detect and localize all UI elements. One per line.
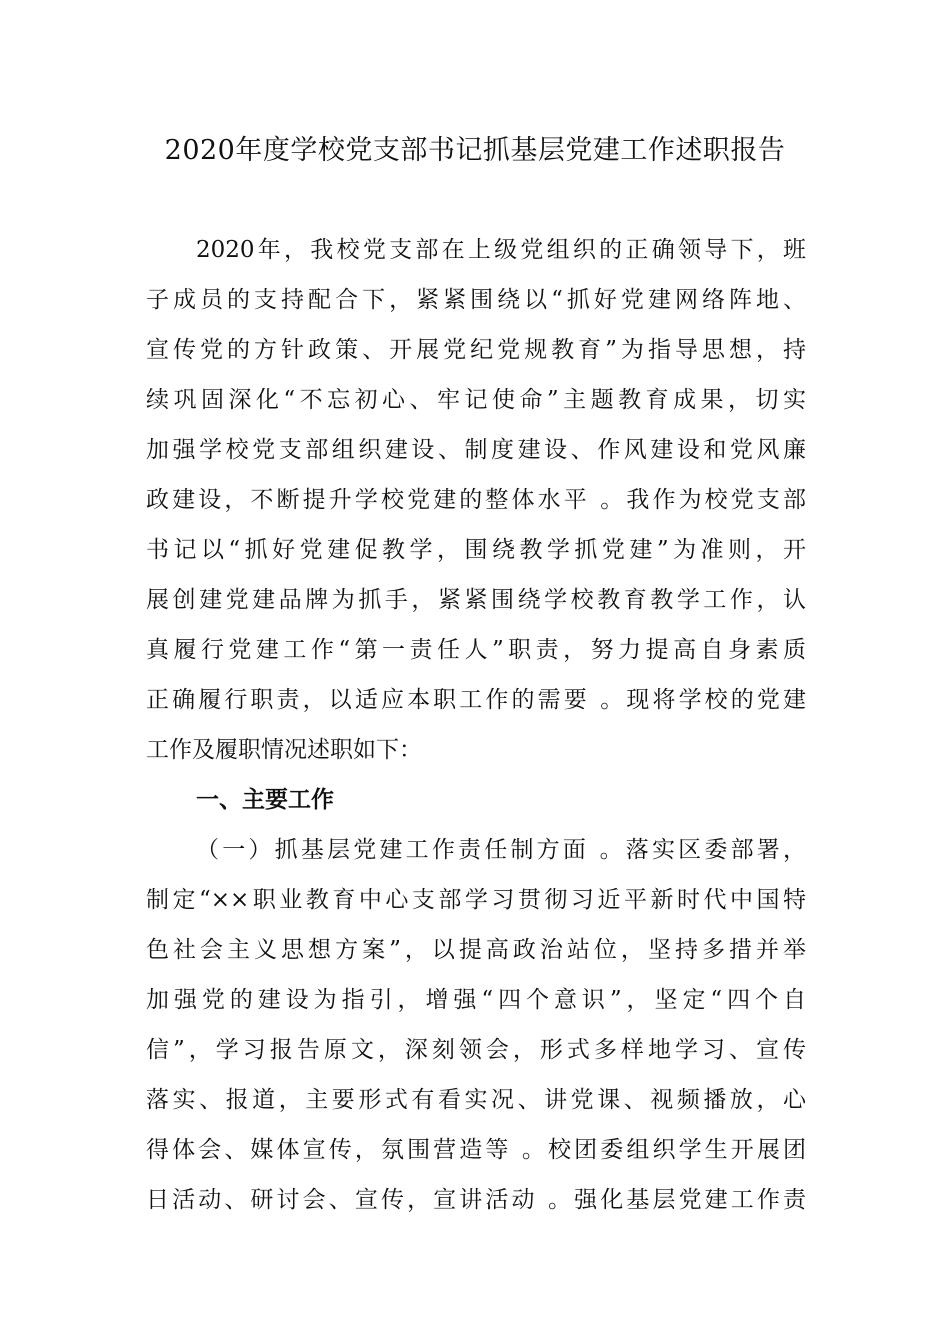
paragraph-line: 子成员的支持配合下，紧紧围绕以“抓好党建网络阵地、	[146, 287, 806, 313]
paragraph-line: 得体会、媒体宣传，氛围营造等 。校团委组织学生开展团	[146, 1137, 806, 1163]
paragraph-line: 展创建党建品牌为抓手，紧紧围绕学校教育教学工作，认	[146, 587, 806, 613]
section-heading: 一、主要工作	[196, 786, 334, 813]
paragraph-line: （一）抓基层党建工作责任制方面 。落实区委部署，	[196, 837, 806, 863]
paragraph-line: 续巩固深化“不忘初心、牢记使命”主题教育成果，切实	[146, 387, 806, 413]
paragraph-line: 政建设，不断提升学校党建的整体水平 。我作为校党支部	[146, 487, 806, 513]
paragraph-line: 宣传党的方针政策、开展党纪党规教育”为指导思想，持	[146, 337, 806, 363]
paragraph-line: 加强学校党支部组织建设、制度建设、作风建设和党风廉	[146, 437, 806, 463]
document-title: 2020年度学校党支部书记抓基层党建工作述职报告	[164, 135, 786, 166]
paragraph-line: 日活动、研讨会、宣传，宣讲活动 。强化基层党建工作责	[146, 1187, 806, 1213]
paragraph-line: 2020年，我校党支部在上级党组织的正确领导下，班	[196, 237, 806, 263]
paragraph-line: 色社会主义思想方案”，以提高政治站位，坚持多措并举	[146, 937, 806, 963]
paragraph-line: 加强党的建设为指引，增强“四个意识”，坚定“四个自	[146, 987, 806, 1013]
paragraph-line: 书记以“抓好党建促教学，围绕教学抓党建”为准则，开	[146, 537, 806, 563]
paragraph-line: 落实、报道，主要形式有看实况、讲党课、视频播放，心	[146, 1087, 806, 1113]
paragraph-line: 制定“××职业教育中心支部学习贯彻习近平新时代中国特	[146, 887, 806, 913]
paragraph-line: 信”，学习报告原文，深刻领会，形式多样地学习、宣传	[146, 1037, 806, 1063]
paragraph-line-last: 工作及履职情况述职如下：	[146, 737, 422, 763]
paragraph-line: 正确履行职责，以适应本职工作的需要 。现将学校的党建	[146, 687, 806, 713]
paragraph-line: 真履行党建工作“第一责任人”职责，努力提高自身素质	[146, 637, 806, 663]
